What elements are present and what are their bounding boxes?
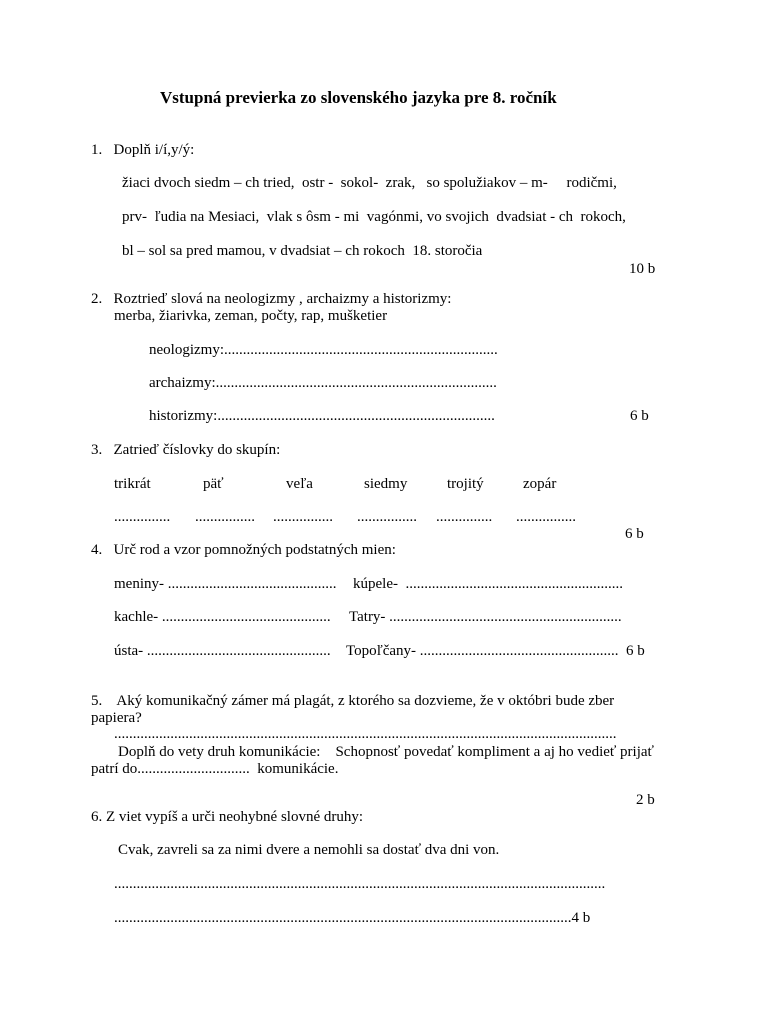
q5-fill-line-1: Doplň do vety druh komunikácie: Schopnosť povedať kompliment a aj ho vedieť prijať bbox=[118, 744, 654, 760]
q1-line-1: žiaci dvoch siedm – ch tried, ostr - sokol- zrak, so spolužiakov – m- rodičmi, bbox=[122, 175, 617, 191]
q2-heading: 2. Roztrieď slová na neologizmy , archaizmy a historizmy: bbox=[91, 291, 452, 307]
q6-sentence: Cvak, zavreli sa za nimi dvere a nemohli sa dostať dva dni von. bbox=[118, 842, 500, 858]
q3-heading: 3. Zatrieď číslovky do skupín: bbox=[91, 442, 281, 458]
q5-heading: 5. Aký komunikačný zámer má plagát, z ktorého sa dozvieme, že v októbri bude zber bbox=[91, 693, 615, 709]
q3-blank: ............... bbox=[436, 509, 493, 525]
q3-blank: ................ bbox=[516, 509, 576, 525]
q4-heading: 4. Urč rod a vzor pomnožných podstatných mien: bbox=[91, 542, 396, 558]
q3-word: trojitý bbox=[447, 476, 484, 492]
q4-row3-right: Topoľčany- ..................................................... 6 b bbox=[346, 643, 645, 659]
q2-historizmy-line: historizmy:.......................................................................... bbox=[149, 408, 495, 424]
q1-points: 10 b bbox=[629, 261, 656, 277]
q3-points: 6 b bbox=[625, 526, 644, 542]
q2-words: merba, žiarivka, zeman, počty, rap, mušketier bbox=[114, 308, 388, 324]
q6-heading: 6. Z viet vypíš a urči neohybné slovné druhy: bbox=[91, 809, 364, 825]
q4-row1-left: meniny- ............................................. bbox=[114, 576, 337, 592]
q3-word: veľa bbox=[286, 476, 313, 492]
q5-heading-continued: papiera? bbox=[91, 710, 142, 726]
q2-neologizmy-line: neologizmy:......................................................................... bbox=[149, 342, 498, 358]
q2-points: 6 b bbox=[630, 408, 649, 424]
q5-fill-line-2: patrí do.............................. komunikácie. bbox=[91, 761, 339, 777]
q4-row1-right: kúpele- .......................................................... bbox=[353, 576, 623, 592]
q4-row2-right: Tatry- .............................................................. bbox=[349, 609, 622, 625]
q3-word: zopár bbox=[523, 476, 557, 492]
q1-line-2: prv- ľudia na Mesiaci, vlak s ôsm - mi vagónmi, vo svojich dvadsiat - ch rokoch, bbox=[122, 209, 626, 225]
q3-blank: ................ bbox=[195, 509, 255, 525]
q2-archaizmy-line: archaizmy:........................................................................... bbox=[149, 375, 497, 391]
q3-word: trikrát bbox=[114, 476, 151, 492]
q3-word: siedmy bbox=[364, 476, 408, 492]
q3-word: päť bbox=[203, 476, 224, 492]
q6-answer-line-1: ................................................................................................................................... bbox=[114, 876, 606, 892]
q3-blank: ................ bbox=[357, 509, 417, 525]
q6-answer-line-2: ..........................................................................................................................4 b bbox=[114, 910, 591, 926]
q1-line-3: bl – sol sa pred mamou, v dvadsiat – ch rokoch 18. storočia bbox=[122, 243, 483, 259]
page-title: Vstupná previerka zo slovenského jazyka pre 8. ročník bbox=[160, 88, 557, 107]
q3-blank: ................ bbox=[273, 509, 333, 525]
q5-points: 2 b bbox=[636, 792, 655, 808]
q4-row3-left: ústa- ................................................. bbox=[114, 643, 331, 659]
q3-blank: ............... bbox=[114, 509, 171, 525]
q1-heading: 1. Doplň i/í,y/ý: bbox=[91, 142, 195, 158]
q4-row2-left: kachle- ............................................. bbox=[114, 609, 331, 625]
q5-answer-line: ...................................................................................................................................... bbox=[114, 726, 617, 742]
